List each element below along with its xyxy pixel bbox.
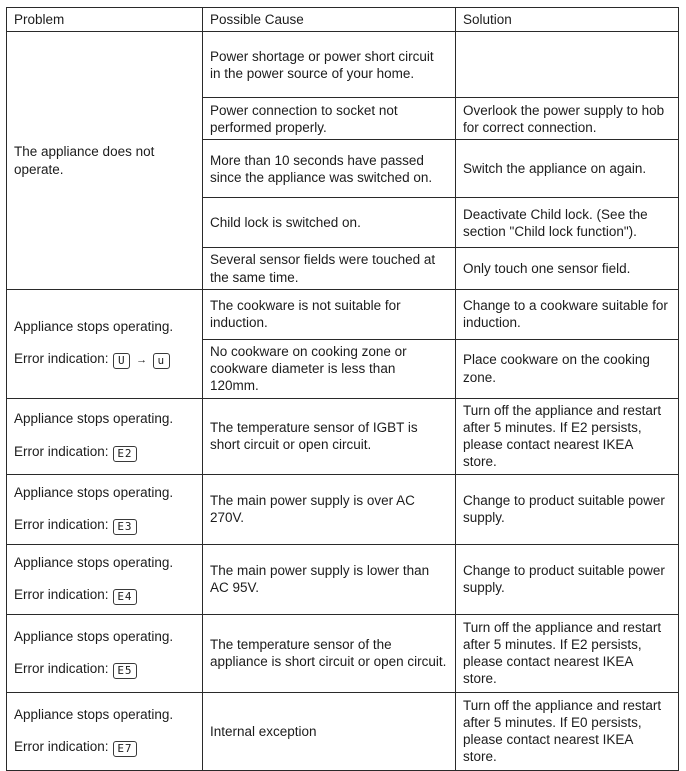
solution-cell: Overlook the power supply to hob for correct connection. — [456, 98, 679, 140]
solution-cell: Change to a cookware suitable for induction. — [456, 289, 679, 339]
table-row — [7, 692, 679, 770]
problem-text: Appliance stops operating. — [14, 484, 174, 500]
header-possible-cause: Possible Cause — [203, 8, 456, 32]
error-code-display: E5 — [113, 663, 136, 679]
table-row — [7, 32, 679, 98]
troubleshooting-table — [6, 7, 679, 771]
table-row — [7, 398, 679, 474]
cause-cell: Power shortage or power short circuit in the power source of your home. — [203, 32, 456, 98]
table-row — [7, 614, 679, 692]
error-code-display: E4 — [113, 589, 136, 605]
error-code-display: u — [153, 353, 170, 369]
solution-cell: Only touch one sensor field. — [456, 248, 679, 290]
problem-text: Appliance stops operating. — [14, 628, 174, 644]
error-indication — [14, 586, 194, 605]
solution-cell: Turn off the appliance and restart after 5 minutes. If E2 persists, please contact nearest IKEA store. — [456, 398, 679, 474]
problem-cell — [7, 398, 203, 474]
solution-cell: Turn off the appliance and restart after 5 minutes. If E0 persists, please contact nearest IKEA store. — [456, 692, 679, 770]
header-problem: Problem — [7, 8, 203, 32]
problem-cell — [7, 474, 203, 544]
error-indication-label: Error indication: — [14, 586, 109, 602]
table-header-row — [7, 8, 679, 32]
problem-cell — [7, 544, 203, 614]
cause-cell: The cookware is not suitable for induction. — [203, 289, 456, 339]
error-indication — [14, 350, 194, 369]
table-row — [7, 474, 679, 544]
arrow-right-icon: → — [136, 354, 148, 367]
problem-cell — [7, 614, 203, 692]
error-code-display: E7 — [113, 741, 136, 757]
error-indication — [14, 443, 194, 462]
problem-text: Appliance stops operating. — [14, 411, 174, 427]
solution-cell: Turn off the appliance and restart after 5 minutes. If E2 persists, please contact nearest IKEA store. — [456, 614, 679, 692]
error-code-display: U — [113, 353, 130, 369]
error-indication-label: Error indication: — [14, 351, 109, 367]
error-indication-label: Error indication: — [14, 738, 109, 754]
error-indication — [14, 738, 194, 757]
error-indication — [14, 516, 194, 535]
table-row — [7, 544, 679, 614]
problem-text: Appliance stops operating. — [14, 706, 174, 722]
error-indication-label: Error indication: — [14, 443, 109, 459]
cause-cell: The main power supply is over AC 270V. — [203, 474, 456, 544]
solution-cell: Deactivate Child lock. (See the section "Child lock function"). — [456, 198, 679, 248]
error-code-display: E2 — [113, 446, 136, 462]
solution-cell — [456, 32, 679, 98]
problem-cell — [7, 289, 203, 398]
header-solution: Solution — [456, 8, 679, 32]
problem-text: The appliance does not operate. — [14, 144, 155, 177]
problem-text: Appliance stops operating. — [14, 554, 174, 570]
solution-cell: Switch the appliance on again. — [456, 140, 679, 198]
error-code-display: E3 — [113, 519, 136, 535]
problem-text: Appliance stops operating. — [14, 319, 174, 335]
cause-cell: No cookware on cooking zone or cookware diameter is less than 120mm. — [203, 339, 456, 398]
cause-cell: The temperature sensor of IGBT is short circuit or open circuit. — [203, 398, 456, 474]
cause-cell: Internal exception — [203, 692, 456, 770]
error-indication — [14, 660, 194, 679]
problem-cell — [7, 692, 203, 770]
solution-cell: Change to product suitable power supply. — [456, 474, 679, 544]
solution-cell: Place cookware on the cooking zone. — [456, 339, 679, 398]
table-row — [7, 289, 679, 339]
cause-cell: Power connection to socket not performed properly. — [203, 98, 456, 140]
error-indication-label: Error indication: — [14, 660, 109, 676]
cause-cell: Several sensor fields were touched at the same time. — [203, 248, 456, 290]
error-indication-label: Error indication: — [14, 516, 109, 532]
cause-cell: The main power supply is lower than AC 95V. — [203, 544, 456, 614]
cause-cell: Child lock is switched on. — [203, 198, 456, 248]
cause-cell: More than 10 seconds have passed since the appliance was switched on. — [203, 140, 456, 198]
solution-cell: Change to product suitable power supply. — [456, 544, 679, 614]
problem-cell — [7, 32, 203, 290]
cause-cell: The temperature sensor of the appliance is short circuit or open circuit. — [203, 614, 456, 692]
